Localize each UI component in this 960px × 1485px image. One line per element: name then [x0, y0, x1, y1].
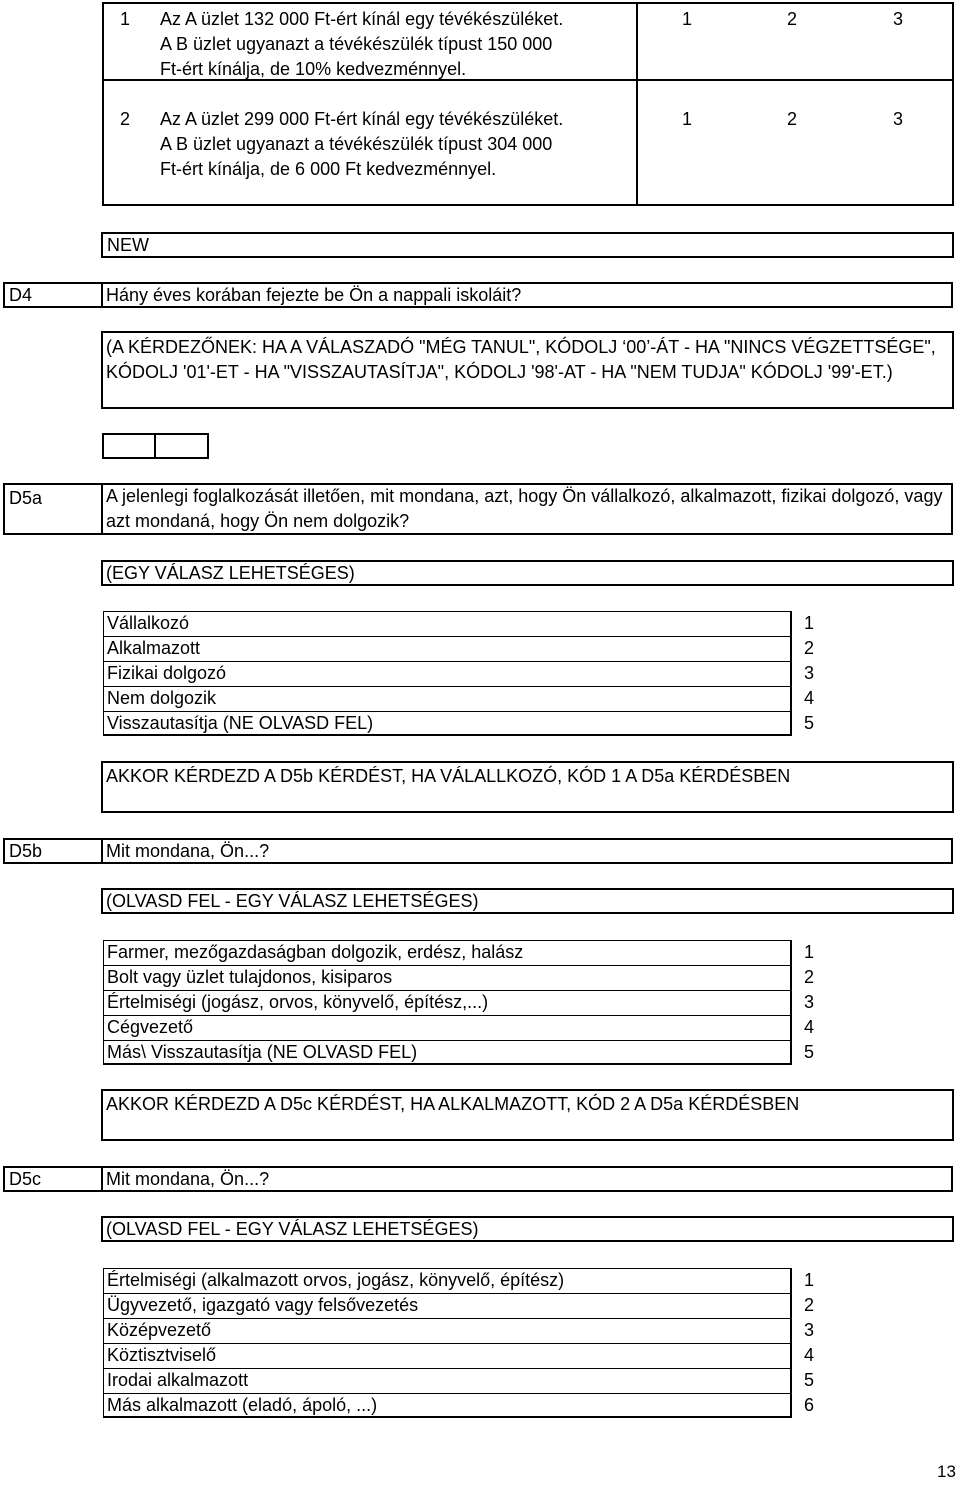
top-table-col-divider: [636, 2, 638, 206]
instruction-text: (EGY VÁLASZ LEHETSÉGES): [106, 563, 355, 583]
scale-option[interactable]: 3: [893, 109, 904, 129]
instruction-box: [101, 1216, 954, 1242]
option-label: Cégvezető: [107, 1017, 194, 1037]
option-code[interactable]: 5: [804, 1042, 815, 1062]
option-label: Más\ Visszautasítja (NE OLVASD FEL): [107, 1042, 418, 1062]
scale-option[interactable]: 3: [893, 9, 904, 29]
option-code[interactable]: 3: [804, 1320, 815, 1340]
option-code[interactable]: 3: [804, 663, 815, 683]
row-text-line: A B üzlet ugyanazt a tévékészülék típust 150 000: [160, 34, 553, 54]
question-code: D5c: [9, 1169, 42, 1189]
filter-box: [101, 761, 954, 813]
option-code[interactable]: 1: [804, 613, 815, 633]
question-code: D5a: [9, 488, 43, 508]
option-code[interactable]: 2: [804, 1295, 815, 1315]
question-text: Mit mondana, Ön...?: [106, 841, 270, 861]
instruction-box: [101, 560, 954, 586]
option-code[interactable]: 4: [804, 1345, 815, 1365]
question-text: A jelenlegi foglalkozását illetően, mit mondana, azt, hogy Ön vállalkozó, alkalmazott, fizikai dolgozó, vagy azt mondaná, hogy Ön nem dolgozik?: [106, 486, 943, 531]
option-code[interactable]: 4: [804, 688, 815, 708]
row-text-line: Ft-ért kínálja, de 10% kedvezménnyel.: [160, 59, 467, 79]
instruction-text: (OLVASD FEL - EGY VÁLASZ LEHETSÉGES): [106, 1219, 479, 1239]
instruction-text: (OLVASD FEL - EGY VÁLASZ LEHETSÉGES): [106, 891, 479, 911]
row-text-line: A B üzlet ugyanazt a tévékészülék típust 304 000: [160, 134, 553, 154]
scale-option[interactable]: 2: [787, 9, 798, 29]
scale-option[interactable]: 1: [682, 9, 693, 29]
option-code[interactable]: 3: [804, 992, 815, 1012]
option-label: Más alkalmazott (eladó, ápoló, ...): [107, 1395, 378, 1415]
option-label: Ügyvezető, igazgató vagy felsővezetés: [107, 1295, 419, 1315]
option-label: Bolt vagy üzlet tulajdonos, kisiparos: [107, 967, 393, 987]
option-code[interactable]: 6: [804, 1395, 815, 1415]
question-code-divider: [101, 483, 103, 535]
option-label: Köztisztviselő: [107, 1345, 217, 1365]
option-label: Vállalkozó: [107, 613, 190, 633]
option-label: Visszautasítja (NE OLVASD FEL): [107, 713, 374, 733]
option-code[interactable]: 5: [804, 713, 815, 733]
option-label: Értelmiségi (alkalmazott orvos, jogász, könyvelő, építész): [107, 1270, 565, 1290]
answer-digit-box[interactable]: [154, 433, 209, 459]
filter-text: AKKOR KÉRDEZD A D5b KÉRDÉST, HA VÁLALLKOZÓ, KÓD 1 A D5a KÉRDÉSBEN: [106, 766, 791, 786]
question-code-divider: [101, 1166, 103, 1192]
new-label-box: [101, 232, 954, 258]
question-text: Hány éves korában fejezte be Ön a nappali iskoláit?: [106, 285, 522, 305]
instruction-text: (A KÉRDEZŐNEK: HA A VÁLASZADÓ "MÉG TANUL", KÓDOLJ ‘00’-ÁT - HA "NINCS VÉGZETTSÉGE", KÓDOLJ '01'-ET - HA "VISSZAUTASÍTJA", KÓDOLJ '98'-AT - HA "NEM TUDJA" KÓDOLJ '99'-ET.): [106, 337, 936, 382]
option-code[interactable]: 2: [804, 967, 815, 987]
answer-digit-box[interactable]: [102, 433, 156, 459]
scale-option[interactable]: 2: [787, 109, 798, 129]
option-label: Fizikai dolgozó: [107, 663, 227, 683]
question-code: D5b: [9, 841, 43, 861]
question-text: Mit mondana, Ön...?: [106, 1169, 270, 1189]
option-code[interactable]: 1: [804, 1270, 815, 1290]
row-number: 2: [120, 109, 131, 129]
option-label: Farmer, mezőgazdaságban dolgozik, erdész, halász: [107, 942, 524, 962]
question-code: D4: [9, 285, 33, 305]
page-number: 13: [937, 1462, 956, 1481]
instruction-box: [101, 331, 954, 409]
option-label: Irodai alkalmazott: [107, 1370, 249, 1390]
row-text-line: Ft-ért kínálja, de 6 000 Ft kedvezménnyel.: [160, 159, 497, 179]
option-label: Értelmiségi (jogász, orvos, könyvelő, építész,...): [107, 992, 489, 1012]
option-code[interactable]: 1: [804, 942, 815, 962]
row-text-line: Az A üzlet 132 000 Ft-ért kínál egy tévékészüléket.: [160, 9, 564, 29]
option-label: Alkalmazott: [107, 638, 201, 658]
option-label: Középvezető: [107, 1320, 212, 1340]
option-code[interactable]: 4: [804, 1017, 815, 1037]
question-code-divider: [101, 282, 103, 308]
option-label: Nem dolgozik: [107, 688, 217, 708]
option-code[interactable]: 5: [804, 1370, 815, 1390]
scale-option[interactable]: 1: [682, 109, 693, 129]
question-code-divider: [101, 838, 103, 864]
option-code[interactable]: 2: [804, 638, 815, 658]
row-text-line: Az A üzlet 299 000 Ft-ért kínál egy tévékészüléket.: [160, 109, 564, 129]
new-label: NEW: [107, 235, 149, 255]
filter-text: AKKOR KÉRDEZD A D5c KÉRDÉST, HA ALKALMAZOTT, KÓD 2 A D5a KÉRDÉSBEN: [106, 1094, 800, 1114]
instruction-box: [101, 888, 954, 914]
row-number: 1: [120, 9, 131, 29]
filter-box: [101, 1089, 954, 1141]
